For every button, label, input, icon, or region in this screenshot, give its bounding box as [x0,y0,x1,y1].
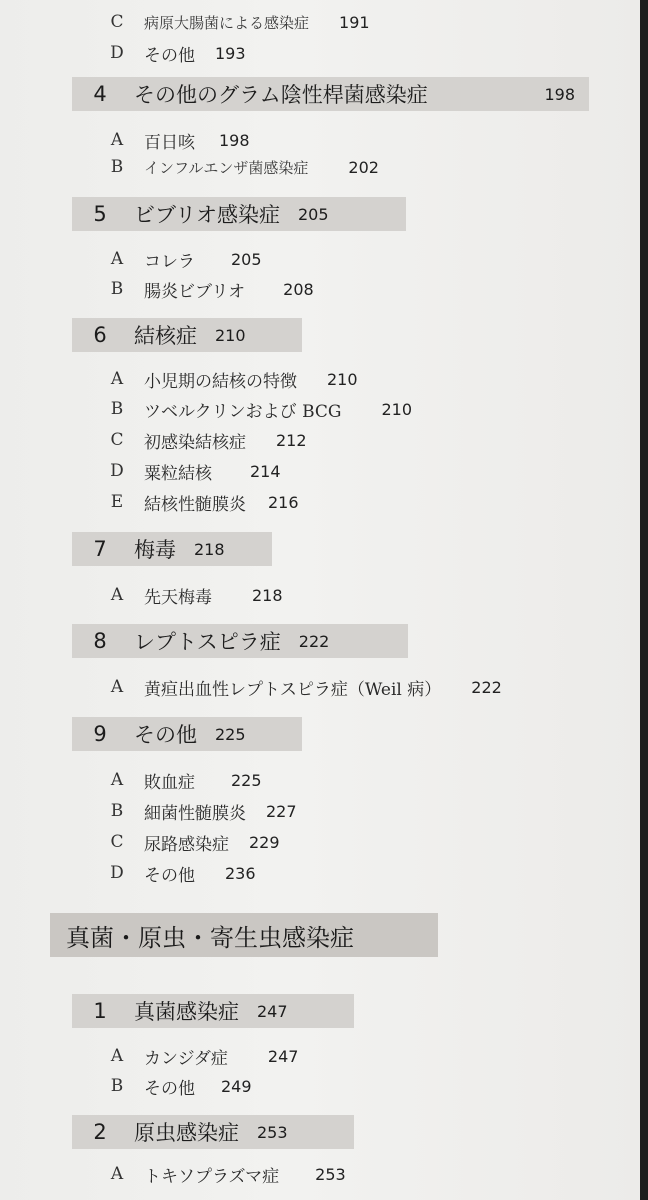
entry-title: カンジダ症 [144,1048,228,1069]
entry-page: 210 [327,369,358,389]
entry-letter: C [110,12,124,32]
entry-letter: D [110,863,124,883]
section-title: 結核症 [134,324,197,348]
entry-letter: D [110,43,124,63]
toc-entry [106,9,370,35]
entry-page: 229 [249,832,280,852]
entry-letter: C [110,832,124,852]
entry-page: 205 [231,249,262,269]
toc-entry [106,829,280,855]
entry-title: 細菌性髄膜炎 [144,803,246,824]
toc-entry [106,396,412,422]
entry-page: 218 [252,585,283,605]
section-page: 253 [257,1122,288,1142]
section-title: 真菌感染症 [134,1000,239,1024]
entry-letter: B [110,157,124,177]
entry-page: 210 [381,399,413,419]
entry-page: 225 [231,770,262,790]
toc-entry [106,1073,252,1099]
section-heading-6 [72,318,302,352]
entry-letter: A [110,677,124,697]
entry-page: 191 [339,12,370,32]
section-title: レプトスピラ症 [134,630,281,654]
entry-title: 黄疸出血性レプトスピラ症（Weil 病） [144,679,442,700]
toc-entry [106,798,297,824]
toc-entry [106,127,250,153]
entry-letter: A [110,1046,124,1066]
section-number: 5 [93,202,107,226]
section-page: 210 [215,325,246,345]
entry-title: その他 [144,45,195,66]
toc-entry [106,767,262,793]
section-title: その他 [134,723,197,747]
entry-title: インフルエンザ菌感染症 [144,158,309,177]
entry-title: 小児期の結核の特徴 [144,371,297,392]
entry-title: ツベルクリンおよび BCG [144,401,342,422]
entry-title: 敗血症 [144,772,195,793]
entry-title: 粟粒結核 [144,463,212,484]
entry-title: 先天梅毒 [144,587,212,608]
section-number: 4 [93,82,107,106]
entry-title: コレラ [144,251,195,272]
entry-page: 208 [283,279,314,299]
entry-letter: C [110,430,124,450]
section-number: 6 [93,323,107,347]
section-heading-4 [72,77,589,111]
entry-title: 尿路感染症 [144,834,229,855]
chapter-heading [50,913,438,957]
entry-page: 202 [348,157,379,177]
section-heading-7 [72,532,272,566]
toc-entry [106,246,262,272]
section-heading-5 [72,197,406,231]
entry-title: トキソプラズマ症 [144,1166,280,1187]
toc-entry [106,489,299,515]
section-page: 198 [544,84,575,104]
toc-entry [106,860,256,886]
toc-entry [106,40,246,66]
section-heading-9 [72,717,302,751]
toc-entry [106,582,283,608]
entry-page: 222 [471,677,502,697]
section-title: 原虫感染症 [134,1121,239,1145]
chapter-section-heading-1 [72,994,354,1028]
entry-title: 結核性髄膜炎 [144,494,246,515]
entry-letter: A [110,1164,124,1184]
toc-entry [106,366,358,392]
entry-page: 198 [219,130,250,150]
section-number: 8 [93,629,107,653]
entry-letter: E [110,492,124,512]
entry-title: 百日咳 [144,132,195,153]
entry-page: 216 [268,492,299,512]
section-title: その他のグラム陰性桿菌感染症 [134,83,428,107]
entry-page: 247 [267,1046,299,1066]
entry-letter: B [110,1076,124,1096]
entry-page: 227 [266,801,297,821]
entry-letter: A [110,770,124,790]
toc-entry [106,427,307,453]
entry-title: その他 [144,865,195,886]
toc-entry [106,276,314,302]
toc-entry [106,1043,298,1069]
entry-title: 初感染結核症 [144,432,246,453]
entry-page: 193 [215,43,246,63]
entry-page: 236 [225,863,256,883]
toc-entry [106,154,379,180]
toc-entry [106,674,502,700]
section-page: 205 [297,204,329,224]
entry-letter: B [110,279,124,299]
entry-page: 212 [276,430,307,450]
toc-entry [106,1161,346,1187]
entry-title: その他 [144,1078,195,1099]
chapter-title: 真菌・原虫・寄生虫感染症 [66,923,354,952]
section-page: 222 [298,631,330,651]
entry-letter: D [110,461,124,481]
section-title: ビブリオ感染症 [134,203,280,227]
entry-page: 253 [315,1164,346,1184]
section-number: 1 [93,999,107,1023]
entry-letter: A [110,585,124,605]
entry-page: 214 [250,461,281,481]
section-number: 2 [93,1120,107,1144]
entry-letter: B [110,801,124,821]
entry-title: 病原大腸菌による感染症 [144,13,310,32]
section-heading-8 [72,624,408,658]
entry-title: 腸炎ビブリオ [144,281,246,302]
section-page: 218 [194,539,225,559]
section-page: 225 [215,724,246,744]
section-page: 247 [257,1001,288,1021]
entry-letter: A [110,249,124,269]
entry-letter: B [110,399,124,419]
entry-letter: A [110,130,124,150]
section-number: 9 [93,722,107,746]
section-number: 7 [93,537,107,561]
section-title: 梅毒 [134,538,176,562]
toc-entry [106,458,281,484]
chapter-section-heading-2 [72,1115,354,1149]
entry-letter: A [110,369,124,389]
entry-page: 249 [221,1076,252,1096]
